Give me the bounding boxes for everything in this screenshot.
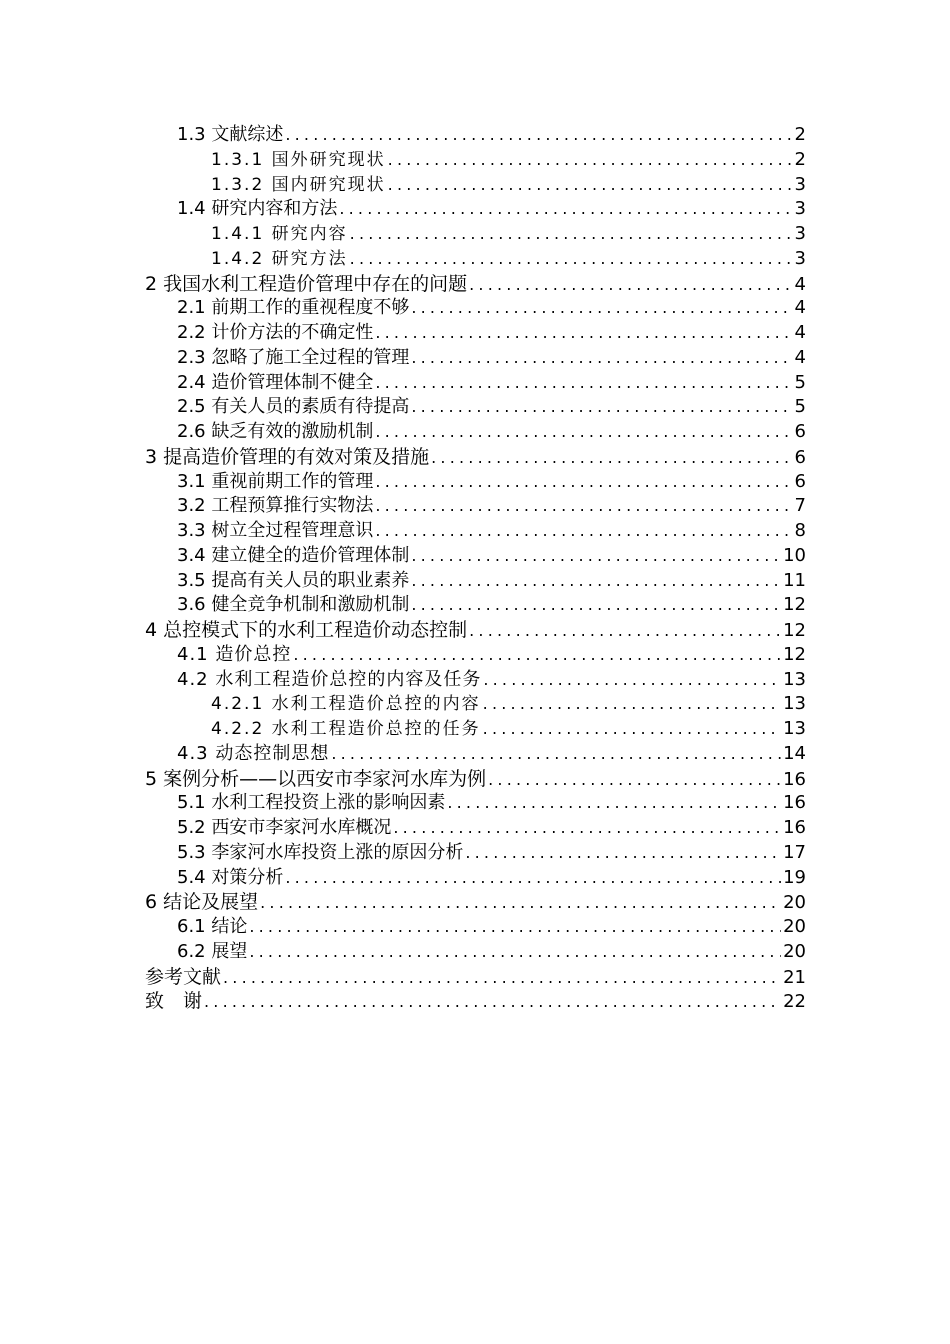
toc-entry-title: 2.4 造价管理体制不健全 (177, 371, 374, 393)
toc-entry (145, 321, 806, 346)
toc-entry (145, 767, 806, 792)
toc-leader-dots (411, 569, 781, 594)
toc-page-number: 12 (783, 594, 806, 616)
toc-entry (145, 618, 806, 643)
toc-entry-title: 6 结论及展望 (145, 891, 259, 914)
toc-entry-title: 4.2.1 水利工程造价总控的内容 (211, 694, 481, 715)
toc-entry (145, 692, 806, 717)
toc-page-number: 11 (783, 569, 806, 591)
toc-entry (145, 569, 806, 594)
toc-leader-dots (488, 768, 781, 793)
toc-entry-title: 4.2 水利工程造价总控的内容及任务 (177, 668, 482, 690)
toc-page-number: 16 (783, 817, 806, 838)
toc-page-number: 4 (794, 273, 806, 295)
toc-leader-dots (223, 966, 781, 991)
toc-leader-dots (431, 446, 792, 471)
toc-entry (145, 791, 806, 816)
toc-entry (145, 123, 806, 148)
toc-leader-dots (375, 420, 792, 445)
toc-leader-dots (204, 990, 781, 1015)
toc-leader-dots (339, 197, 792, 222)
toc-page-number: 20 (783, 940, 806, 962)
toc-page-number: 6 (794, 470, 806, 492)
toc-entry (145, 816, 806, 841)
toc-leader-dots (260, 891, 781, 916)
toc-entry (145, 519, 806, 544)
toc-page-number: 13 (783, 668, 806, 690)
toc-page-number: 4 (794, 346, 806, 368)
toc-entry (145, 272, 806, 297)
toc-entry (145, 544, 806, 569)
toc-leader-dots (393, 816, 781, 841)
toc-entry (145, 420, 806, 445)
toc-entry (145, 494, 806, 519)
toc-page-number: 3 (794, 198, 806, 220)
toc-entry (145, 841, 806, 866)
toc-page-number: 13 (783, 718, 806, 739)
toc-page-number: 19 (783, 866, 806, 888)
toc-leader-dots (375, 494, 792, 519)
toc-leader-dots (411, 346, 792, 371)
toc-leader-dots (411, 544, 781, 569)
toc-leader-dots (249, 915, 781, 940)
toc-leader-dots (447, 791, 781, 816)
toc-entry-title: 2.5 有关人员的素质有待提高 (177, 396, 410, 418)
toc-leader-dots (375, 321, 792, 346)
toc-entry (145, 197, 806, 222)
toc-entry (145, 643, 806, 668)
toc-entry (145, 247, 806, 272)
toc-entry (145, 940, 806, 965)
toc-page-number: 16 (783, 792, 806, 814)
toc-leader-dots (285, 123, 792, 148)
toc-leader-dots (249, 940, 781, 965)
toc-page-number: 22 (783, 991, 806, 1013)
toc-leader-dots (483, 668, 781, 693)
toc-entry-title: 3.6 健全竞争机制和激励机制 (177, 594, 410, 616)
toc-entry (145, 866, 806, 891)
toc-entry-title: 5.4 对策分析 (177, 866, 284, 888)
toc-leader-dots (375, 519, 792, 544)
toc-page-number: 4 (794, 322, 806, 343)
toc-entry-title: 致 谢 (145, 990, 203, 1013)
toc-entry-title: 4.2.2 水利工程造价总控的任务 (211, 719, 481, 739)
toc-leader-dots (350, 222, 793, 247)
toc-entry (145, 445, 806, 470)
toc-leader-dots (411, 296, 792, 321)
toc-leader-dots (483, 692, 781, 717)
toc-entry-title: 5 案例分析——以西安市李家河水库为例 (145, 767, 487, 790)
toc-leader-dots (375, 470, 792, 495)
toc-entry (145, 470, 806, 495)
toc-entry (145, 173, 806, 198)
toc-entry (145, 346, 806, 371)
toc-entry (145, 915, 806, 940)
toc-page-number: 12 (783, 620, 806, 641)
toc-entry-title: 2.3 忽略了施工全过程的管理 (177, 346, 410, 368)
toc-page-number: 3 (794, 247, 806, 269)
toc-entry-title: 4.1 造价总控 (177, 643, 292, 665)
toc-entry-title: 5.1 水利工程投资上涨的影响因素 (177, 792, 446, 814)
toc-page-number: 20 (783, 892, 806, 914)
toc-page-number: 2 (794, 148, 806, 170)
toc-entry-title: 5.2 西安市李家河水库概况 (177, 817, 392, 838)
toc-entry (145, 989, 806, 1014)
toc-page-number: 20 (783, 916, 806, 937)
toc-entry-title: 1.3.2 国内研究现状 (211, 174, 386, 195)
toc-page-number: 4 (794, 297, 806, 319)
toc-entry-title: 3.3 树立全过程管理意识 (177, 520, 374, 541)
toc-leader-dots (483, 717, 781, 742)
toc-entry (145, 148, 806, 173)
toc-entry-title: 1.3.1 国外研究现状 (211, 149, 386, 170)
toc-entry-title: 1.4.2 研究方法 (211, 248, 348, 269)
toc-entry (145, 296, 806, 321)
table-of-contents (145, 123, 806, 1014)
toc-entry-title: 参考文献 (145, 965, 222, 988)
toc-entry-title: 5.3 李家河水库投资上涨的原因分析 (177, 841, 464, 863)
toc-page-number: 3 (794, 173, 806, 195)
toc-entry (145, 717, 806, 742)
toc-entry-title: 2 我国水利工程造价管理中存在的问题 (145, 272, 468, 295)
toc-page-number: 17 (783, 841, 806, 863)
toc-page-number: 6 (794, 421, 806, 442)
toc-entry (145, 668, 806, 693)
toc-entry-title: 2.2 计价方法的不确定性 (177, 322, 374, 343)
toc-leader-dots (285, 866, 781, 891)
toc-page-number: 13 (783, 693, 806, 715)
toc-entry (145, 395, 806, 420)
toc-entry-title: 3 提高造价管理的有效对策及措施 (145, 445, 430, 468)
toc-leader-dots (375, 371, 792, 396)
toc-leader-dots (331, 742, 781, 767)
toc-leader-dots (469, 619, 781, 644)
toc-entry-title: 3.2 工程预算推行实物法 (177, 495, 374, 517)
toc-page-number: 10 (783, 544, 806, 566)
toc-leader-dots (350, 247, 793, 272)
toc-leader-dots (293, 643, 781, 668)
toc-entry-title: 3.5 提高有关人员的职业素养 (177, 569, 410, 591)
toc-page-number: 12 (783, 643, 806, 665)
toc-entry (145, 371, 806, 396)
toc-entry-title: 1.4 研究内容和方法 (177, 198, 338, 220)
toc-entry (145, 965, 806, 990)
toc-entry-title: 6.2 展望 (177, 940, 248, 962)
toc-entry-title: 6.1 结论 (177, 916, 248, 937)
toc-leader-dots (469, 273, 792, 298)
toc-page-number: 16 (783, 768, 806, 790)
toc-entry-title: 1.4.1 研究内容 (211, 224, 348, 244)
toc-entry-title: 2.1 前期工作的重视程度不够 (177, 297, 410, 319)
toc-entry (145, 593, 806, 618)
toc-entry (145, 890, 806, 915)
toc-page-number: 5 (794, 371, 806, 393)
toc-page-number: 8 (794, 520, 806, 541)
toc-page-number: 7 (794, 495, 806, 517)
toc-page-number: 14 (783, 742, 806, 764)
toc-leader-dots (388, 173, 793, 198)
toc-page-number: 5 (794, 396, 806, 418)
toc-entry (145, 742, 806, 767)
toc-entry (145, 222, 806, 247)
toc-leader-dots (388, 148, 793, 173)
toc-page-number: 3 (794, 223, 806, 244)
toc-entry-title: 3.1 重视前期工作的管理 (177, 470, 374, 492)
toc-entry-title: 1.3 文献综述 (177, 124, 284, 145)
toc-entry-title: 2.6 缺乏有效的激励机制 (177, 421, 374, 442)
toc-entry-title: 4.3 动态控制思想 (177, 742, 330, 764)
toc-leader-dots (411, 593, 781, 618)
toc-entry-title: 4 总控模式下的水利工程造价动态控制 (145, 619, 468, 641)
toc-entry-title: 3.4 建立健全的造价管理体制 (177, 544, 410, 566)
toc-leader-dots (411, 395, 792, 420)
toc-leader-dots (465, 841, 781, 866)
toc-page-number: 2 (794, 124, 806, 145)
toc-page-number: 6 (794, 446, 806, 468)
toc-page-number: 21 (783, 966, 806, 988)
